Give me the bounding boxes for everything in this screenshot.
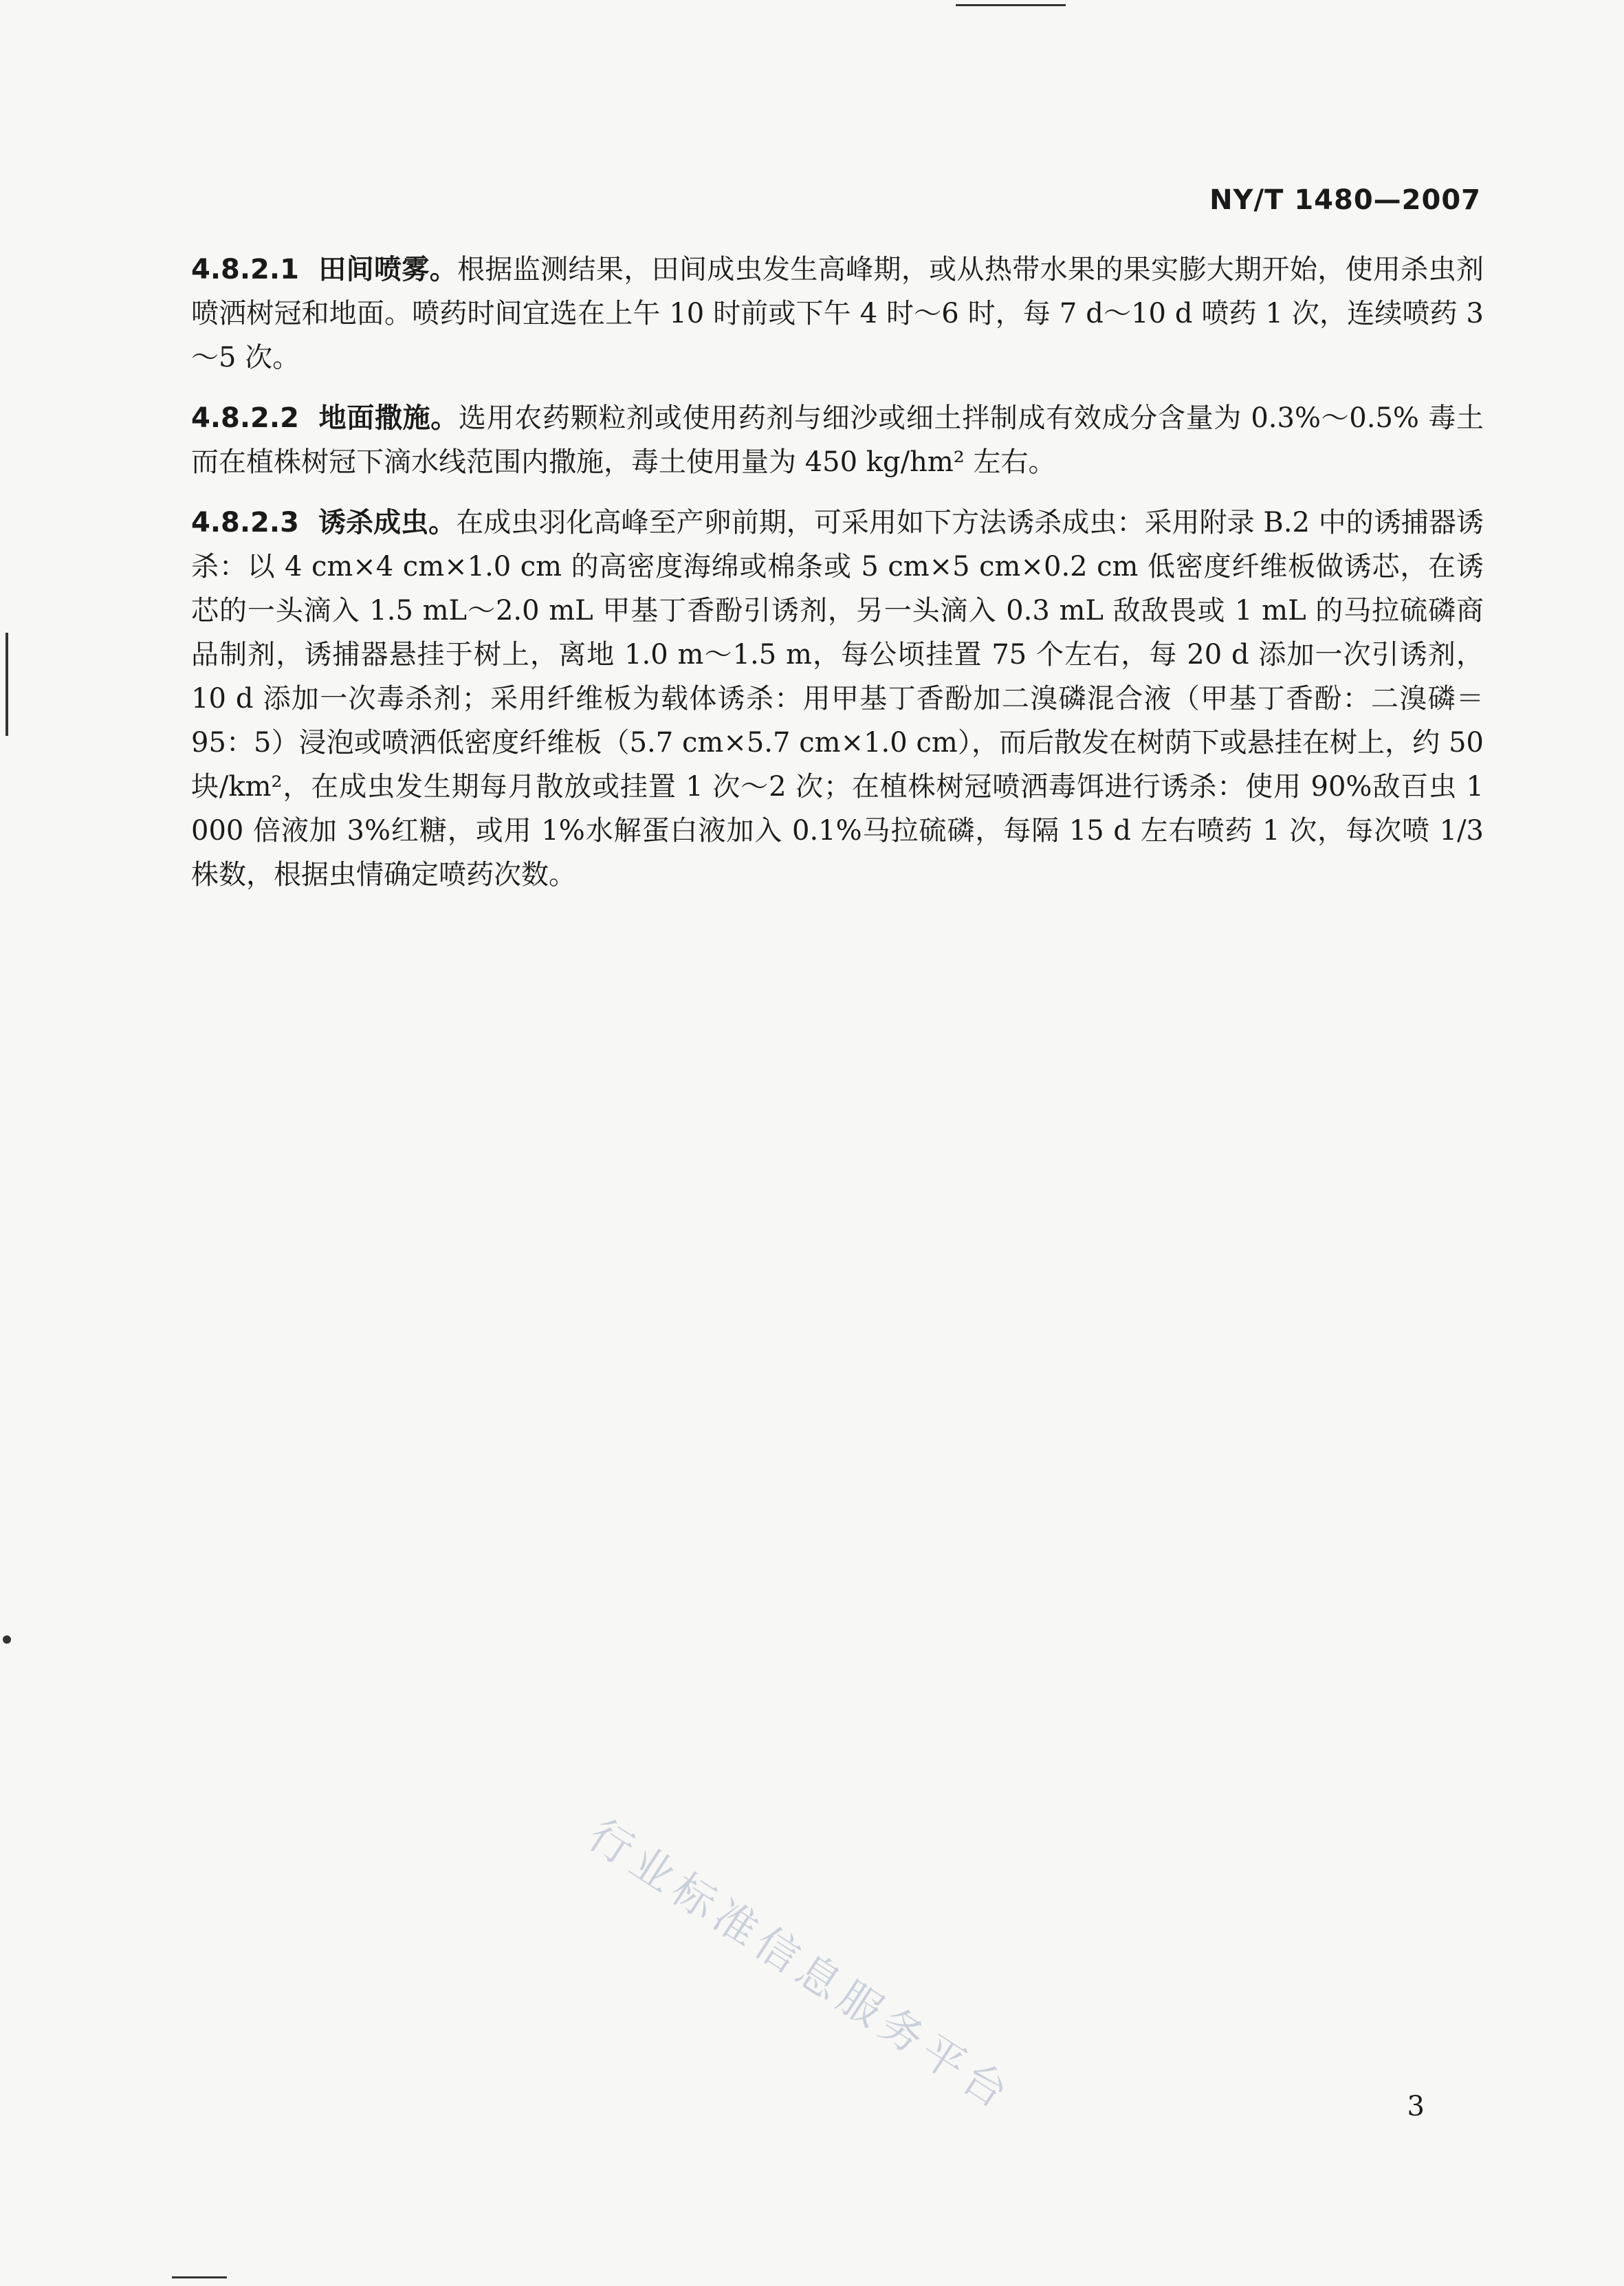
scan-edge-mark — [6, 633, 8, 736]
clause-number: 4.8.2.3 — [191, 507, 299, 538]
clause-number: 4.8.2.2 — [191, 402, 299, 434]
scan-dot-mark — [3, 1635, 11, 1644]
clause-lead: 田间喷雾。 — [318, 253, 458, 285]
clause-text: 在成虫羽化高峰至产卵前期，可采用如下方法诱杀成虫：采用附录 B.2 中的诱捕器诱杀：以 4 cm×4 cm×1.0 cm 的高密度海绵或棉条或 5 cm×5 cm×0.2 cm 低密度纤维板做诱芯，在诱芯的一头滴入 1.5 mL～2.0 mL 甲基丁香酚引诱剂，另一头滴入 0.3 mL 敌敌畏或 1 mL 的马拉硫磷商品制剂，诱捕器悬挂于树上，离地 1.0 m～1.5 m，每公顷挂置 75 个左右，每 20 d 添加一次引诱剂，10 d 添加一次毒杀剂；采用纤维板为载体诱杀：用甲基丁香酚加二溴磷混合液（甲基丁香酚：二溴磷＝95：5）浸泡或喷洒低密度纤维板（5.7 cm×5.7 cm×1.0 cm），而后散发在树荫下或悬挂在树上，约 50 块/km²，在成虫发生期每月散放或挂置 1 次～2 次；在植株树冠喷洒毒饵进行诱杀：使用 90%敌百虫 1 000 倍液加 3%红糖，或用 1%水解蛋白液加入 0.1%马拉硫磷，每隔 15 d 左右喷药 1 次，每次喷 1/3 株数，根据虫情确定喷药次数。 — [191, 507, 1484, 891]
watermark: 行业标准信息服务平台 — [580, 1809, 1022, 2122]
body-text — [191, 248, 1484, 913]
clause-number: 4.8.2.1 — [191, 254, 299, 285]
clause-4-8-2-3 — [191, 501, 1484, 897]
clause-4-8-2-2 — [191, 396, 1484, 484]
page-number: 3 — [1407, 2091, 1425, 2122]
standard-id: NY/T 1480—2007 — [1209, 184, 1481, 216]
scan-top-line — [956, 4, 1066, 6]
clause-text: 选用农药颗粒剂或使用药剂与细沙或细土拌制成有效成分含量为 0.3%～0.5% 毒土而在植株树冠下滴水线范围内撒施，毒土使用量为 450 kg/hm² 左右。 — [191, 402, 1484, 478]
clause-lead: 地面撒施。 — [318, 402, 459, 434]
clause-lead: 诱杀成虫。 — [318, 506, 457, 538]
clause-4-8-2-1 — [191, 248, 1484, 380]
clause-text: 根据监测结果，田间成虫发生高峰期，或从热带水果的果实膨大期开始，使用杀虫剂喷洒树冠和地面。喷药时间宜选在上午 10 时前或下午 4 时～6 时，每 7 d～10 d 喷药 1 次，连续喷药 3～5 次。 — [191, 254, 1484, 373]
scan-bottom-line — [172, 2276, 227, 2278]
